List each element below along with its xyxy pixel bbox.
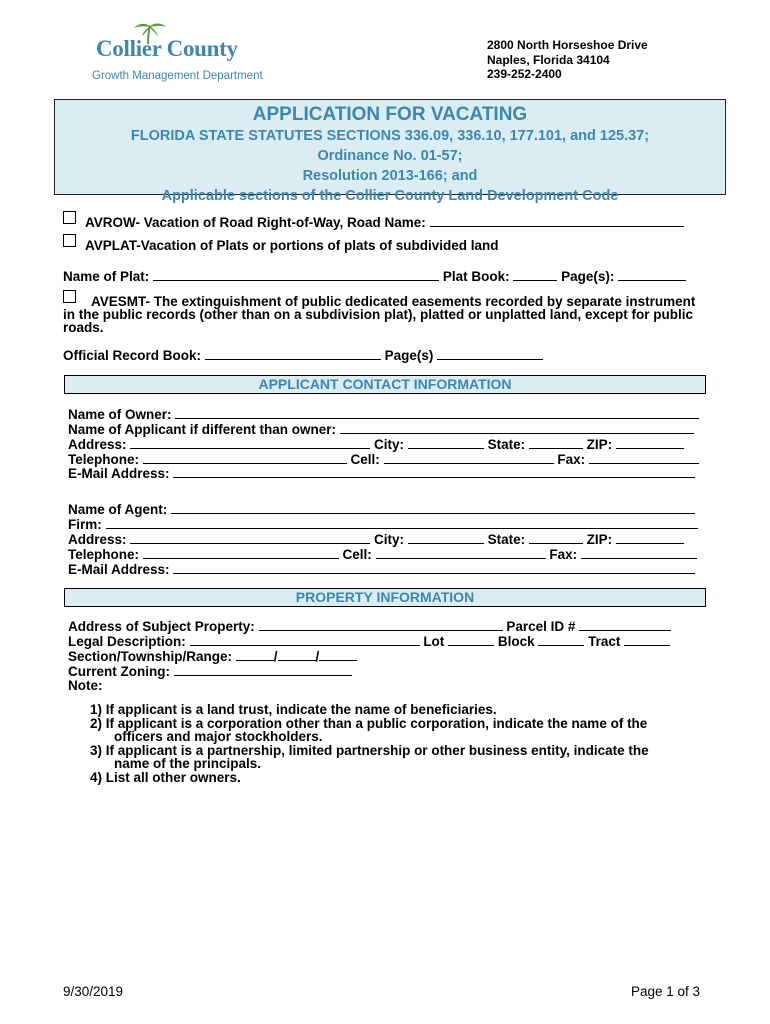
statutes-line: FLORIDA STATE STATUTES SECTIONS 336.09, 336.10, 177.101, and 125.37;: [130, 128, 650, 144]
property-section-heading: PROPERTY INFORMATION: [64, 588, 706, 607]
agent-state-label: State:: [487, 532, 526, 547]
official-record-row: [63, 347, 543, 363]
note-item-1: 1) If applicant is a land trust, indicate the name of beneficiaries.: [90, 702, 497, 717]
tract-field[interactable]: [624, 633, 670, 646]
parcel-id-label: Parcel ID #: [506, 619, 576, 634]
lot-label: Lot: [423, 634, 445, 649]
block-label: Block: [497, 634, 535, 649]
applicant-name-row: [68, 421, 694, 437]
owner-email-row: [68, 465, 695, 481]
owner-city-field[interactable]: [408, 436, 484, 449]
owner-zip-field[interactable]: [616, 436, 684, 449]
section-township-range-row: Section/Township/Range: / /: [68, 648, 357, 664]
plat-book-field[interactable]: [513, 268, 557, 281]
footer-page-number: Page 1 of 3: [631, 984, 701, 999]
owner-address-field[interactable]: [130, 436, 370, 449]
subject-property-field[interactable]: [259, 618, 503, 631]
agent-zip-field[interactable]: [616, 531, 684, 544]
avesmt-line-2: in the public records (other than on a subdivision plat), platted or unplatted land, except for public: [63, 307, 694, 322]
owner-email-field[interactable]: [173, 465, 695, 478]
legal-description-field[interactable]: [190, 633, 420, 646]
agent-telephone-field[interactable]: [143, 546, 339, 559]
note-item-3: 3) If applicant is a partnership, limited partnership or other business entity, indicate the: [90, 742, 649, 758]
collier-county-logo: [88, 22, 263, 84]
avesmt-paragraph: [63, 295, 723, 334]
owner-name-field[interactable]: [175, 406, 699, 419]
owner-telephone-field[interactable]: [143, 451, 347, 464]
avrow-label: AVROW- Vacation of Road Right-of-Way, Road Name:: [85, 215, 426, 230]
agent-cell-label: Cell:: [342, 547, 372, 562]
applicant-name-field[interactable]: [340, 421, 694, 434]
subject-property-label: Address of Subject Property:: [68, 619, 255, 634]
agent-state-field[interactable]: [529, 531, 583, 544]
current-zoning-row: [68, 663, 352, 679]
subject-property-row: [68, 618, 671, 634]
agent-fax-label: Fax:: [549, 547, 578, 562]
note-item-4: 4) List all other owners.: [90, 769, 241, 785]
address-line-1: 2800 North Horseshoe Drive: [487, 38, 648, 52]
lot-field[interactable]: [448, 633, 494, 646]
resolution-line: Resolution 2013-166; and: [302, 168, 478, 184]
agent-address-label: Address:: [68, 532, 127, 547]
section-township-range-label: Section/Township/Range:: [68, 649, 233, 664]
current-zoning-label: Current Zoning:: [68, 664, 170, 679]
legal-description-label: Legal Description:: [68, 634, 186, 649]
logo-title: Collier County: [96, 36, 238, 61]
avesmt-line-3: roads.: [63, 320, 104, 335]
notes-list: [90, 703, 710, 784]
official-record-book-field[interactable]: [205, 347, 381, 360]
note-item-2-cont: officers and major stockholders.: [114, 729, 323, 744]
township-field[interactable]: [278, 648, 316, 661]
address-line-2: Naples, Florida 34104: [487, 52, 610, 67]
title-box: [54, 99, 726, 204]
official-record-book-label: Official Record Book:: [63, 348, 202, 363]
note-item-2: 2) If applicant is a corporation other than a public corporation, indicate the name of the: [90, 715, 648, 731]
owner-zip-label: ZIP:: [586, 437, 613, 452]
agent-firm-row: [68, 516, 698, 532]
agent-email-label: E-Mail Address:: [68, 562, 170, 577]
applicant-name-label: Name of Applicant if different than owner:: [68, 422, 337, 437]
document-title: APPLICATION FOR VACATING: [252, 104, 528, 125]
owner-city-label: City:: [374, 437, 405, 452]
ordinance-line: Ordinance No. 01-57;: [317, 148, 463, 164]
agent-city-field[interactable]: [408, 531, 484, 544]
avrow-checkbox[interactable]: [63, 211, 76, 224]
plat-book-label: Plat Book:: [442, 269, 510, 284]
name-of-plat-field[interactable]: [153, 268, 439, 281]
owner-name-label: Name of Owner:: [68, 407, 172, 422]
owner-telephone-label: Telephone:: [68, 452, 140, 467]
owner-cell-label: Cell:: [350, 452, 380, 467]
applicant-section-heading: APPLICANT CONTACT INFORMATION: [64, 375, 706, 394]
tract-label: Tract: [588, 634, 621, 649]
parcel-id-field[interactable]: [579, 618, 671, 631]
agent-name-label: Name of Agent:: [68, 502, 168, 517]
agent-phone-row: [68, 546, 697, 562]
plat-pages-label: Page(s):: [561, 269, 615, 284]
owner-email-label: E-Mail Address:: [68, 466, 170, 481]
official-pages-label: Page(s): [384, 348, 434, 363]
agent-email-field[interactable]: [173, 561, 695, 574]
agent-firm-field[interactable]: [106, 516, 698, 529]
owner-fax-label: Fax:: [557, 452, 586, 467]
ldc-line: Applicable sections of the Collier County Land Development Code: [161, 188, 619, 204]
owner-address-label: Address:: [68, 437, 127, 452]
agent-zip-label: ZIP:: [586, 532, 613, 547]
range-field[interactable]: [319, 648, 357, 661]
agent-firm-label: Firm:: [68, 517, 102, 532]
owner-state-field[interactable]: [529, 436, 583, 449]
legal-description-row: [68, 633, 670, 649]
plat-row: [63, 268, 686, 284]
agent-city-label: City:: [374, 532, 405, 547]
avesmt-line-1: AVESMT- The extinguishment of public dedicated easements recorded by separate instrument: [91, 294, 696, 309]
agent-fax-field[interactable]: [581, 546, 697, 559]
note-label: Note:: [68, 678, 103, 693]
plat-pages-field[interactable]: [618, 268, 686, 281]
avplat-checkbox[interactable]: [63, 234, 76, 247]
agent-name-field[interactable]: [171, 501, 695, 514]
owner-address-row: [68, 436, 684, 452]
owner-state-label: State:: [487, 437, 526, 452]
road-name-field[interactable]: [430, 214, 684, 227]
agent-address-field[interactable]: [130, 531, 370, 544]
agent-telephone-label: Telephone:: [68, 547, 140, 562]
agent-email-row: [68, 561, 695, 577]
owner-name-row: [68, 406, 699, 422]
name-of-plat-label: Name of Plat:: [63, 269, 150, 284]
note-item-3-cont: name of the principals.: [114, 756, 262, 771]
office-address: [487, 38, 648, 82]
avrow-row: [85, 214, 684, 230]
agent-name-row: [68, 501, 695, 517]
current-zoning-field[interactable]: [174, 663, 352, 676]
agent-address-row: [68, 531, 684, 547]
avplat-label: AVPLAT-Vacation of Plats or portions of plats of subdivided land: [85, 238, 499, 253]
agent-cell-field[interactable]: [376, 546, 546, 559]
owner-fax-field[interactable]: [589, 451, 699, 464]
official-pages-field[interactable]: [437, 347, 543, 360]
logo-subtitle: Growth Management Department: [92, 70, 263, 82]
footer-date: 9/30/2019: [63, 984, 124, 999]
section-field[interactable]: [236, 648, 274, 661]
block-field[interactable]: [538, 633, 584, 646]
owner-cell-field[interactable]: [384, 451, 554, 464]
office-phone: 239-252-2400: [487, 67, 562, 81]
